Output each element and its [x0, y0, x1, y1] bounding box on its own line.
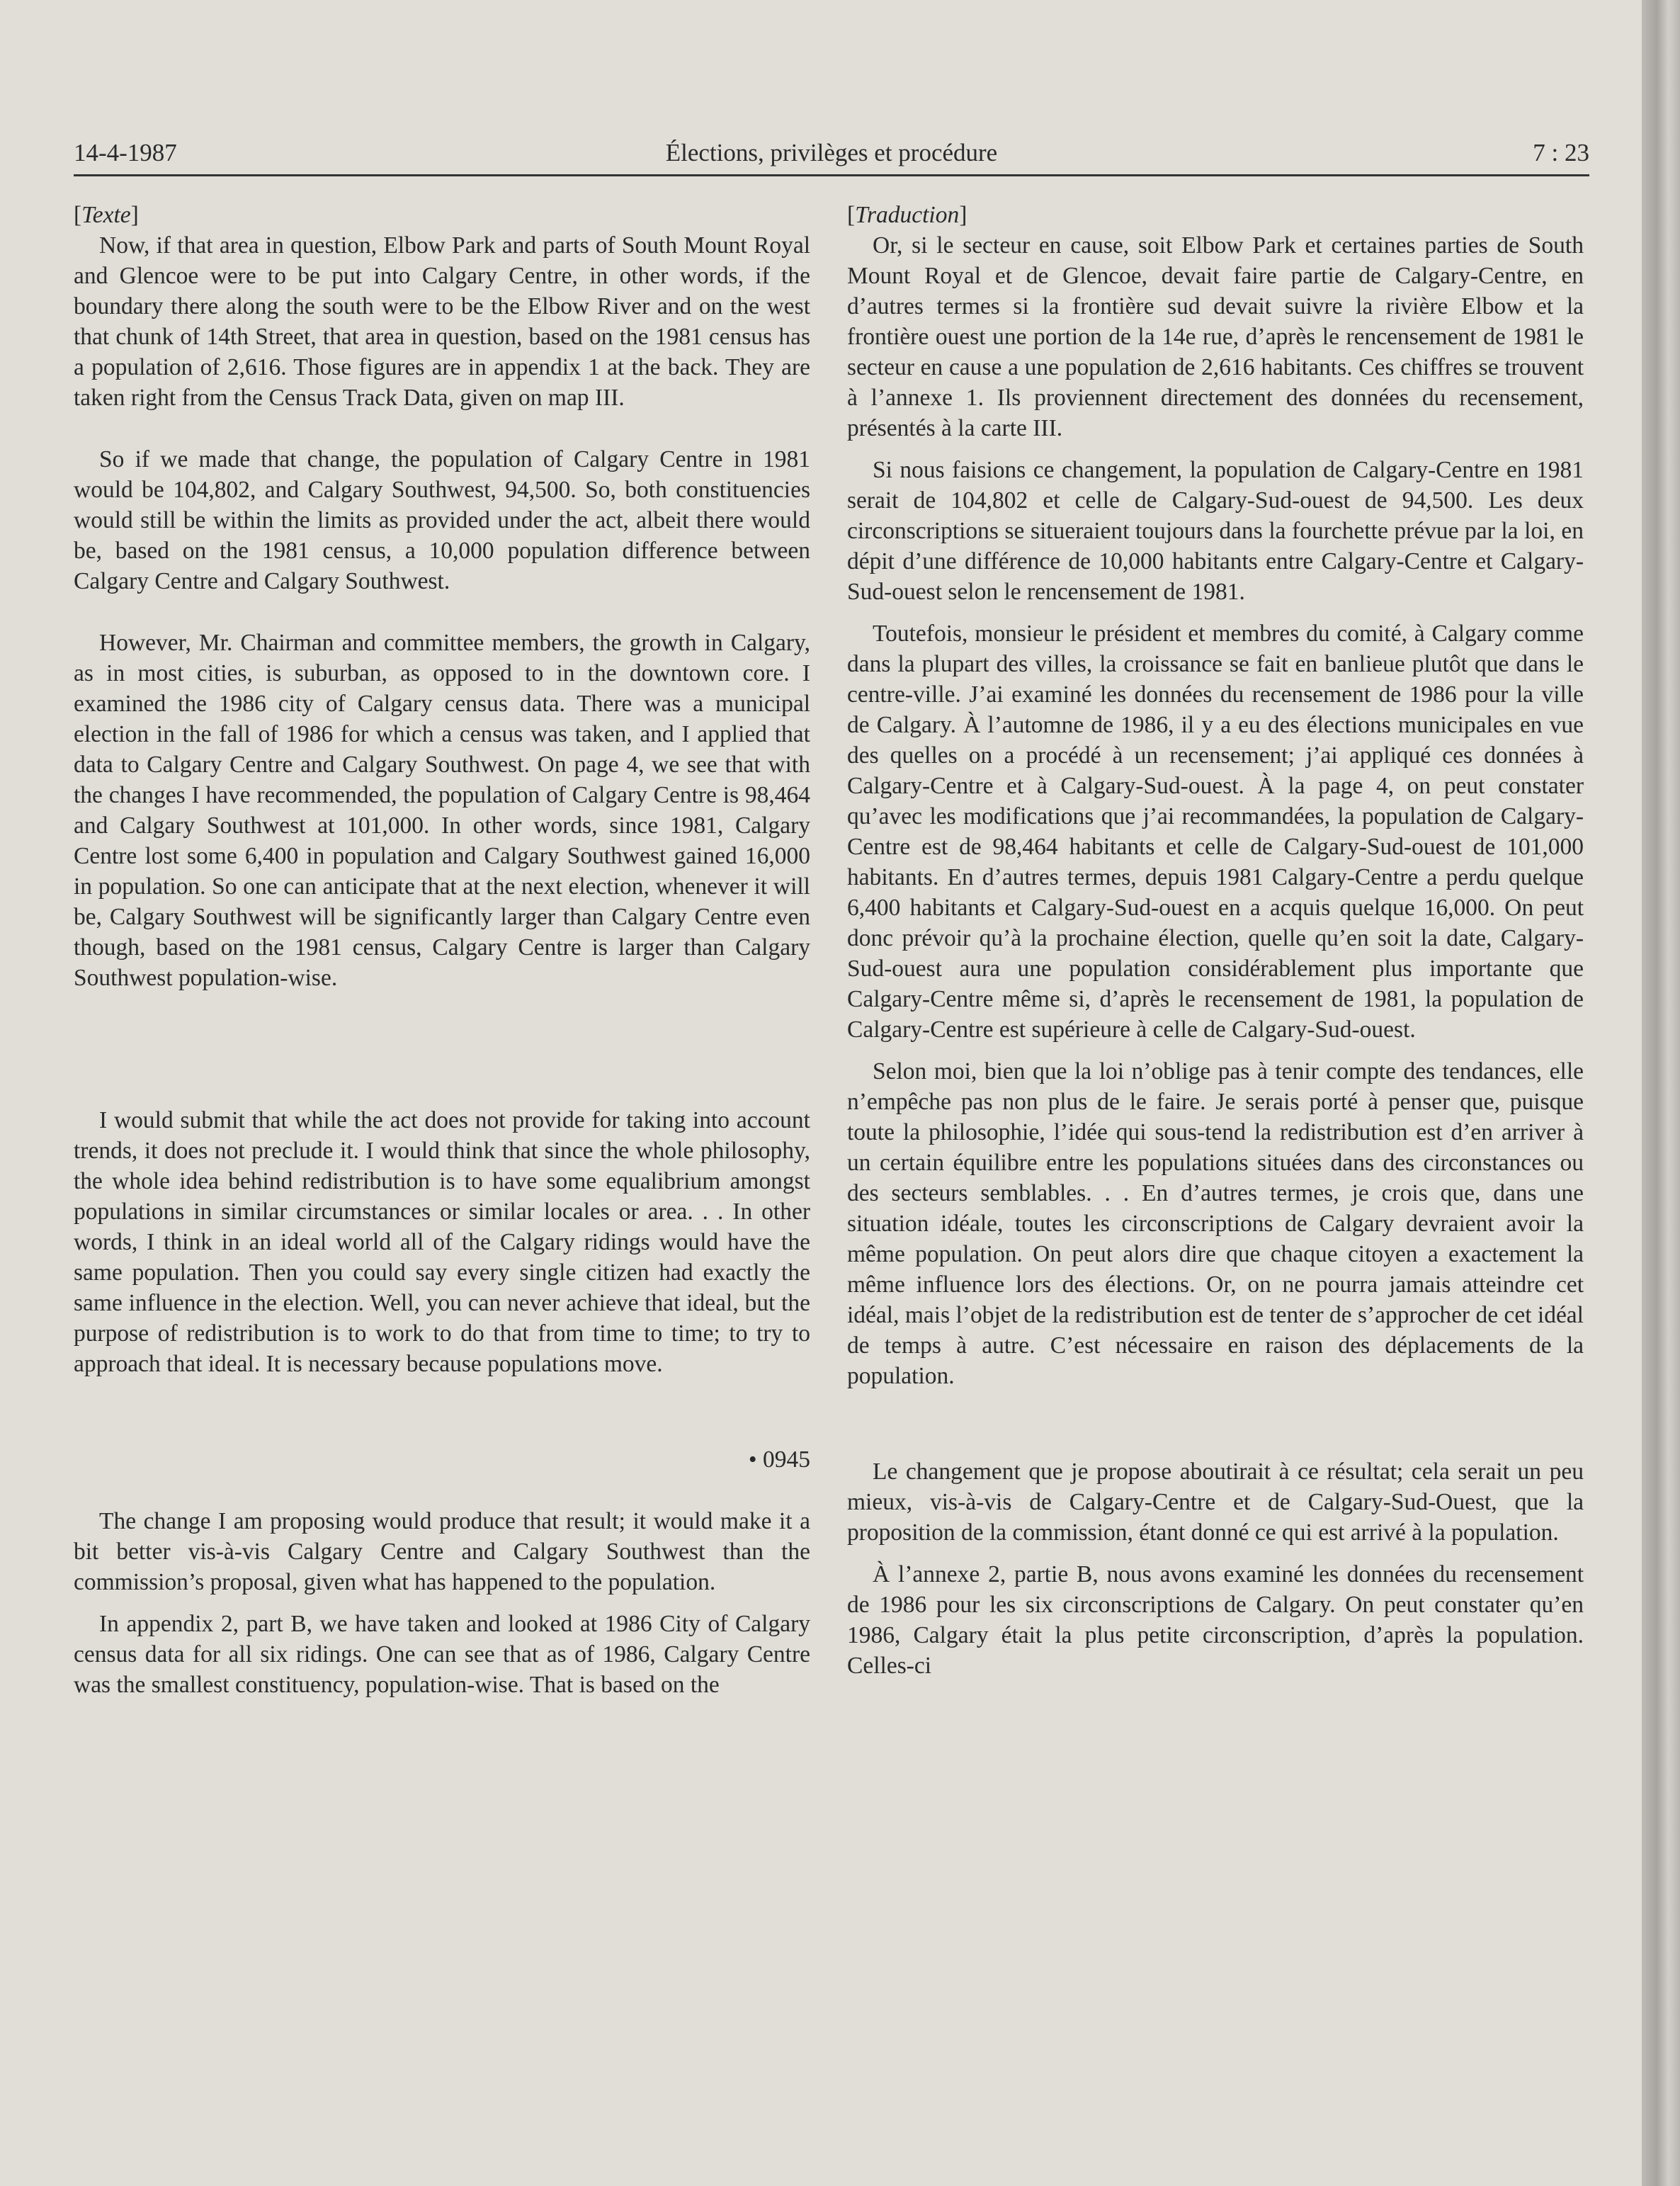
page-edge-shadow	[1642, 0, 1680, 2186]
paragraph: Toutefois, monsieur le président et membres du comité, à Calgary comme dans la plupart des villes, la croissance se fait en banlieue plutôt que dans le centre-ville. J’ai examiné les données du recensement de 1986 pour la ville de Calgary. À l’automne de 1986, il y a eu des élections municipales en vue des quelles on a procédé à un recensement; j’ai appliqué ces données à Calgary-Centre et à Calgary-Sud-ouest. À la page 4, on peut constater qu’avec les modifications que j’ai recommandées, la population de Calgary-Centre est de 98,464 habitants et celle de Calgary-Sud-ouest de 101,000 habitants. En d’autres termes, depuis 1981 Calgary-Centre a perdu quelque 6,400 habitants et Calgary-Sud-ouest en a acquis quelque 16,000. On peut donc prévoir qu’à la prochaine élection, quelle qu’en soit la date, Calgary-Sud-ouest aura une population considérablement plus importante que Calgary-Centre même si, d’après le recensement de 1981, la population de Calgary-Centre est supérieure à celle de Calgary-Sud-ouest.	[847, 621, 1584, 1043]
paragraph: In appendix 2, part B, we have taken and looked at 1986 City of Calgary census data for all six ridings. One can see that as of 1986, Calgary Centre was the smallest constituency, population-wise. That is based on the	[74, 1611, 810, 1698]
paragraph: Le changement que je propose aboutirait à ce résultat; cela serait un peu mieux, vis-à-vis de Calgary-Centre et de Calgary-Sud-Ouest, que la proposition de la commission, étant donné ce qui est arrivé à la population.	[847, 1459, 1584, 1546]
header-date: 14-4-1987	[74, 139, 177, 166]
paragraph: However, Mr. Chairman and committee members, the growth in Calgary, as in most cities, is suburban, as opposed to in the downtown core. I examined the 1986 city of Calgary census data. There was a municipal election in the fall of 1986 for which a census was taken, and I applied that data to Calgary Centre and Calgary Southwest. On page 4, we see that with the changes I have recommended, the population of Calgary Centre is 98,464 and Calgary Southwest at 101,000. In other words, since 1981, Calgary Centre lost some 6,400 in population and Calgary Southwest gained 16,000 in population. So one can anticipate that at the next election, whenever it will be, Calgary Southwest will be significantly larger than Calgary Centre even though, based on the 1981 census, Calgary Centre is larger than Calgary Southwest population-wise.	[74, 630, 810, 991]
paragraph: Si nous faisions ce changement, la population de Calgary-Centre en 1981 serait de 104,802 et celle de Calgary-Sud-ouest de 94,500. Les deux circonscriptions se situeraient toujours dans la fourchette prévue par la loi, en dépit d’une différence de 10,000 habitants entre Calgary-Centre et Calgary-Sud-ouest selon le rencensement de 1981.	[847, 457, 1584, 605]
header-title: Élections, privilèges et procédure	[665, 139, 998, 166]
paragraph: So if we made that change, the population of Calgary Centre in 1981 would be 104,802, and Calgary Southwest, 94,500. So, both constituencies would still be within the limits as provided under the act, albeit there would be, based on the 1981 census, a 10,000 population difference between Calgary Centre and Calgary Southwest.	[74, 446, 810, 594]
right-column	[847, 200, 1584, 1681]
timestamp: • 0945	[748, 1446, 810, 1473]
paragraph: The change I am proposing would produce that result; it would make it a bit better vis-à-vis Calgary Centre and Calgary Southwest than the commission’s proposal, given what has happened to the population.	[74, 1508, 810, 1595]
header-page-number: 7 : 23	[1533, 139, 1589, 166]
paragraph: Selon moi, bien que la loi n’oblige pas à tenir compte des tendances, elle n’empêche pas non plus de le faire. Je serais porté à penser que, puisque toute la philosophie, l’idée qui sous-tend la redistribution est d’en arriver à un certain équilibre entre les populations situées dans des circonstances ou des secteurs semblables. . . En d’autres termes, je crois que, dans une situation idéale, toutes les circonscriptions de Calgary devraient avoir la même population. On peut alors dire que chaque citoyen a exactement la même influence lors des élections. Or, on ne pourra jamais atteindre cet idéal, mais l’objet de la redistribution est de tenter de s’approcher de cet idéal de temps à autre. C’est nécessaire en raison des déplacements de la population.	[847, 1058, 1584, 1389]
paragraph: Or, si le secteur en cause, soit Elbow Park et certaines parties de South Mount Royal et de Glencoe, devait faire partie de Calgary-Centre, en d’autres termes si la frontière sud devait suivre la rivière Elbow et la frontière ouest une portion de la 14e rue, d’après le rencensement de 1981 le secteur en cause a une population de 2,616 habitants. Ces chiffres se trouvent à l’annexe 1. Ils proviennent directement des données du recensement, présentés à la carte III.	[847, 232, 1584, 441]
left-column	[74, 200, 810, 1700]
header-rule	[74, 174, 1589, 176]
right-column-label: [Traduction]	[847, 202, 967, 228]
running-header	[74, 139, 1589, 176]
paragraph: À l’annexe 2, partie B, nous avons examiné les données du recensement de 1986 pour les six circonscriptions de Calgary. On peut constater qu’en 1986, Calgary était la plus petite circonscription, d’après la population. Celles-ci	[847, 1561, 1584, 1679]
paragraph: Now, if that area in question, Elbow Park and parts of South Mount Royal and Glencoe were to be put into Calgary Centre, in other words, if the boundary there along the south were to be the Elbow River and on the west that chunk of 14th Street, that area in question, based on the 1981 census has a population of 2,616. Those figures are in appendix 1 at the back. They are taken right from the Census Track Data, given on map III.	[74, 232, 810, 411]
left-column-label: [Texte]	[74, 202, 139, 228]
paragraph: I would submit that while the act does not provide for taking into account trends, it does not preclude it. I would think that since the whole philosophy, the whole idea behind redistribution is to have some equalibrium amongst populations in similar circumstances or similar locales or area. . . In other words, I think in an ideal world all of the Calgary ridings would have the same population. Then you could say every single citizen had exactly the same influence in the election. Well, you can never achieve that ideal, but the purpose of redistribution is to work to do that from time to time; to try to approach that ideal. It is necessary because populations move.	[74, 1107, 810, 1377]
